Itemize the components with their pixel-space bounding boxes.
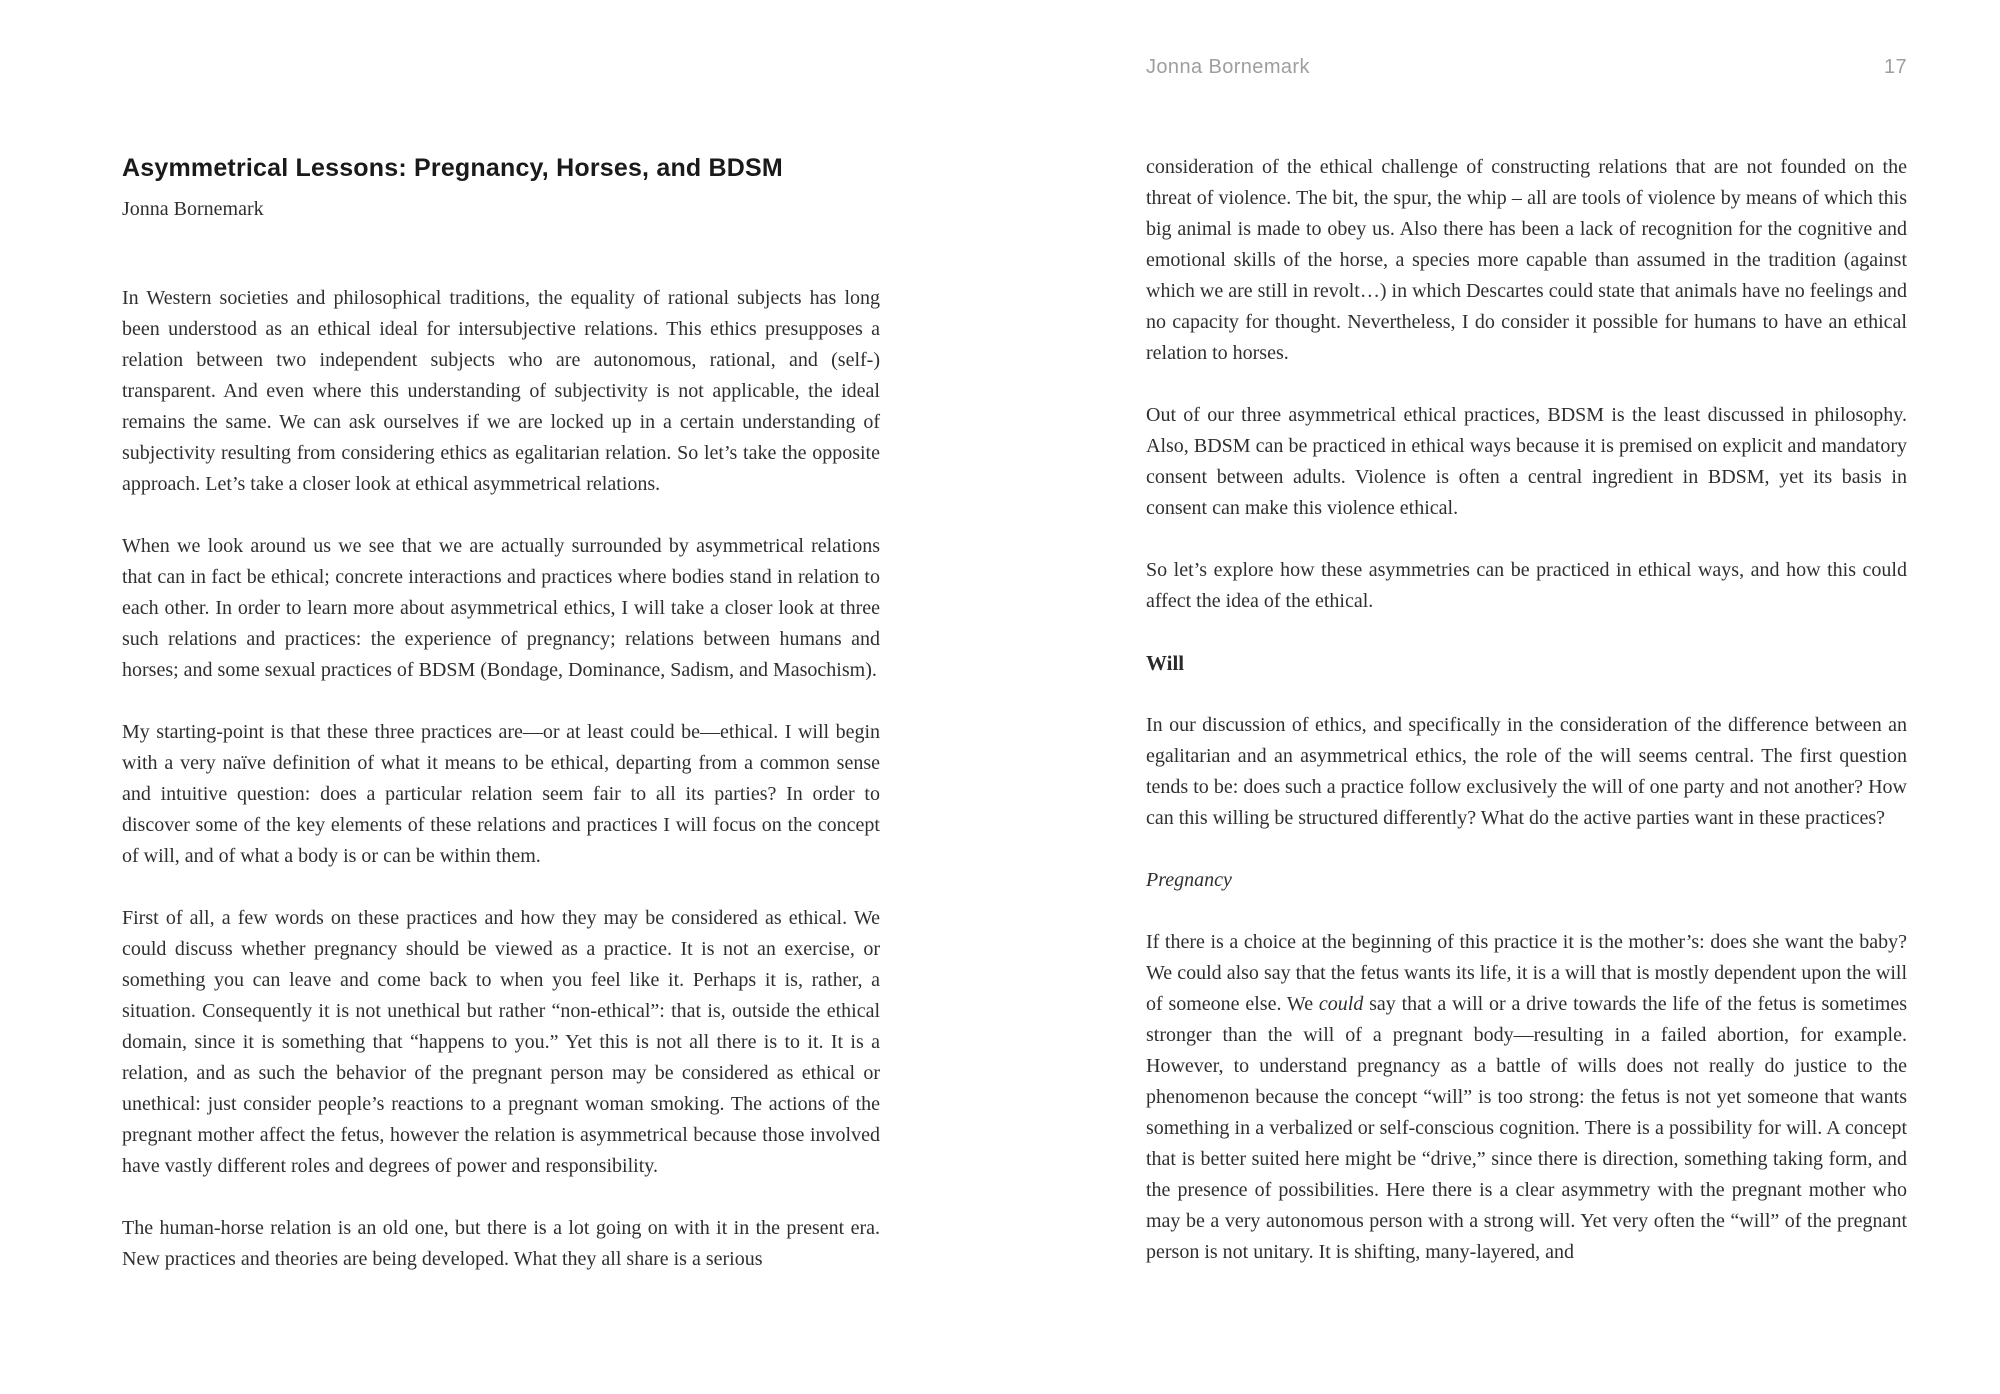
paragraph: In our discussion of ethics, and specifically in the consideration of the difference between an egalitarian and an asymmetrical ethics, the role of the will seems central. The first question tends to be: does such a practice follow exclusively the will of one party and not another? How can this willing be structured differently? What do the active parties want in these practices? (1146, 714, 1907, 829)
paragraph: First of all, a few words on these practices and how they may be considered as ethical. We could discuss whether pregnancy should be viewed as a practice. It is not an exercise, or something you can leave and come back to when you feel like it. Perhaps it is, rather, a situation. Consequently it is not unethical but rather “non-ethical”: that is, outside the ethical domain, since it is something that “happens to you.” Yet this is not all there is to it. It is a relation, and as such the behavior of the pregnant person may be considered as ethical or unethical: just consider people’s reactions to a pregnant woman smoking. The actions of the pregnant mother affect the fetus, however the relation is asymmetrical because those involved have vastly different roles and degrees of power and responsibility. (122, 907, 880, 1177)
paragraph-text: say that a will or a drive towards the life of the fetus is sometimes stronger than the will of a pregnant body—resulting in a failed abortion, for example. However, to understand pregnancy as a battle of wills does not really do justice to the phenomenon because the concept “will” is too strong: the fetus is not yet someone that wants something in a verbalized or self-conscious cognition. There is a possibility for will. A concept that is better suited here might be “drive,” since there is direction, something taking form, and the presence of possibilities. Here there is a clear asymmetry with the pregnant mother who may be a very autonomous person with a strong will. Yet very often the “will” of the pregnant person is not unitary. It is shifting, many-layered, and (1146, 993, 1907, 1263)
left-column (122, 152, 880, 1306)
paragraph: My starting-point is that these three practices are—or at least could be—ethical. I will begin with a very naïve definition of what it means to be ethical, departing from a common sense and intuitive question: does a particular relation seem fair to all its parties? In order to discover some of the key elements of these relations and practices I will focus on the concept of will, and of what a body is or can be within them. (122, 721, 880, 867)
section-heading-will: Will (1146, 651, 1185, 675)
paragraph: Out of our three asymmetrical ethical practices, BDSM is the least discussed in philosophy. Also, BDSM can be practiced in ethical ways because it is premised on explicit and mandatory consent between adults. Violence is often a central ingredient in BDSM, yet its basis in consent can make this violence ethical. (1146, 404, 1907, 519)
emphasized-word: could (1318, 993, 1364, 1015)
paragraph: The human-horse relation is an old one, but there is a lot going on with it in the present era. New practices and theories are being developed. What they all share is a serious (122, 1217, 880, 1270)
right-column (1146, 152, 1907, 1299)
paragraph (1146, 927, 1907, 1268)
paragraph-text: If there is a choice at the beginning of this practice it is the mother’s: does she want the baby? We could also say that the fetus wants its life, it is a will that is mostly dependent upon the will of someone else. We (1146, 931, 1907, 1015)
article-title: Asymmetrical Lessons: Pregnancy, Horses, and BDSM (122, 154, 783, 182)
paragraph: So let’s explore how these asymmetries can be practiced in ethical ways, and how this could affect the idea of the ethical. (1146, 559, 1907, 612)
paragraph: consideration of the ethical challenge of constructing relations that are not founded on the threat of violence. The bit, the spur, the whip – all are tools of violence by means of which this big animal is made to obey us. Also there has been a lack of recognition for the cognitive and emotional skills of the horse, a species more capable than assumed in the tradition (against which we are still in revolt…) in which Descartes could state that animals have no feelings and no capacity for thought. Nevertheless, I do consider it possible for humans to have an ethical relation to horses. (1146, 156, 1907, 364)
article-author: Jonna Bornemark (122, 198, 264, 220)
subsection-heading-pregnancy: Pregnancy (1146, 869, 1232, 891)
page-number: 17 (1883, 56, 1907, 78)
running-title: Jonna Bornemark (1146, 56, 1310, 78)
article-head (122, 152, 880, 225)
paragraph: In Western societies and philosophical traditions, the equality of rational subjects has long been understood as an ethical ideal for intersubjective relations. This ethics presupposes a relation between two independent subjects who are autonomous, rational, and (self-) transparent. And even where this understanding of subjectivity is not applicable, the ideal remains the same. We can ask ourselves if we are locked up in a certain understanding of subjectivity resulting from considering ethics as egalitarian relation. So let’s take the opposite approach. Let’s take a closer look at ethical asymmetrical relations. (122, 287, 880, 495)
paragraph: When we look around us we see that we are actually surrounded by asymmetrical relations that can in fact be ethical; concrete interactions and practices where bodies stand in relation to each other. In order to learn more about asymmetrical ethics, I will take a closer look at three such relations and practices: the experience of pregnancy; relations between humans and horses; and some sexual practices of BDSM (Bondage, Dominance, Sadism, and Masochism). (122, 535, 880, 681)
running-header (1146, 56, 1907, 79)
